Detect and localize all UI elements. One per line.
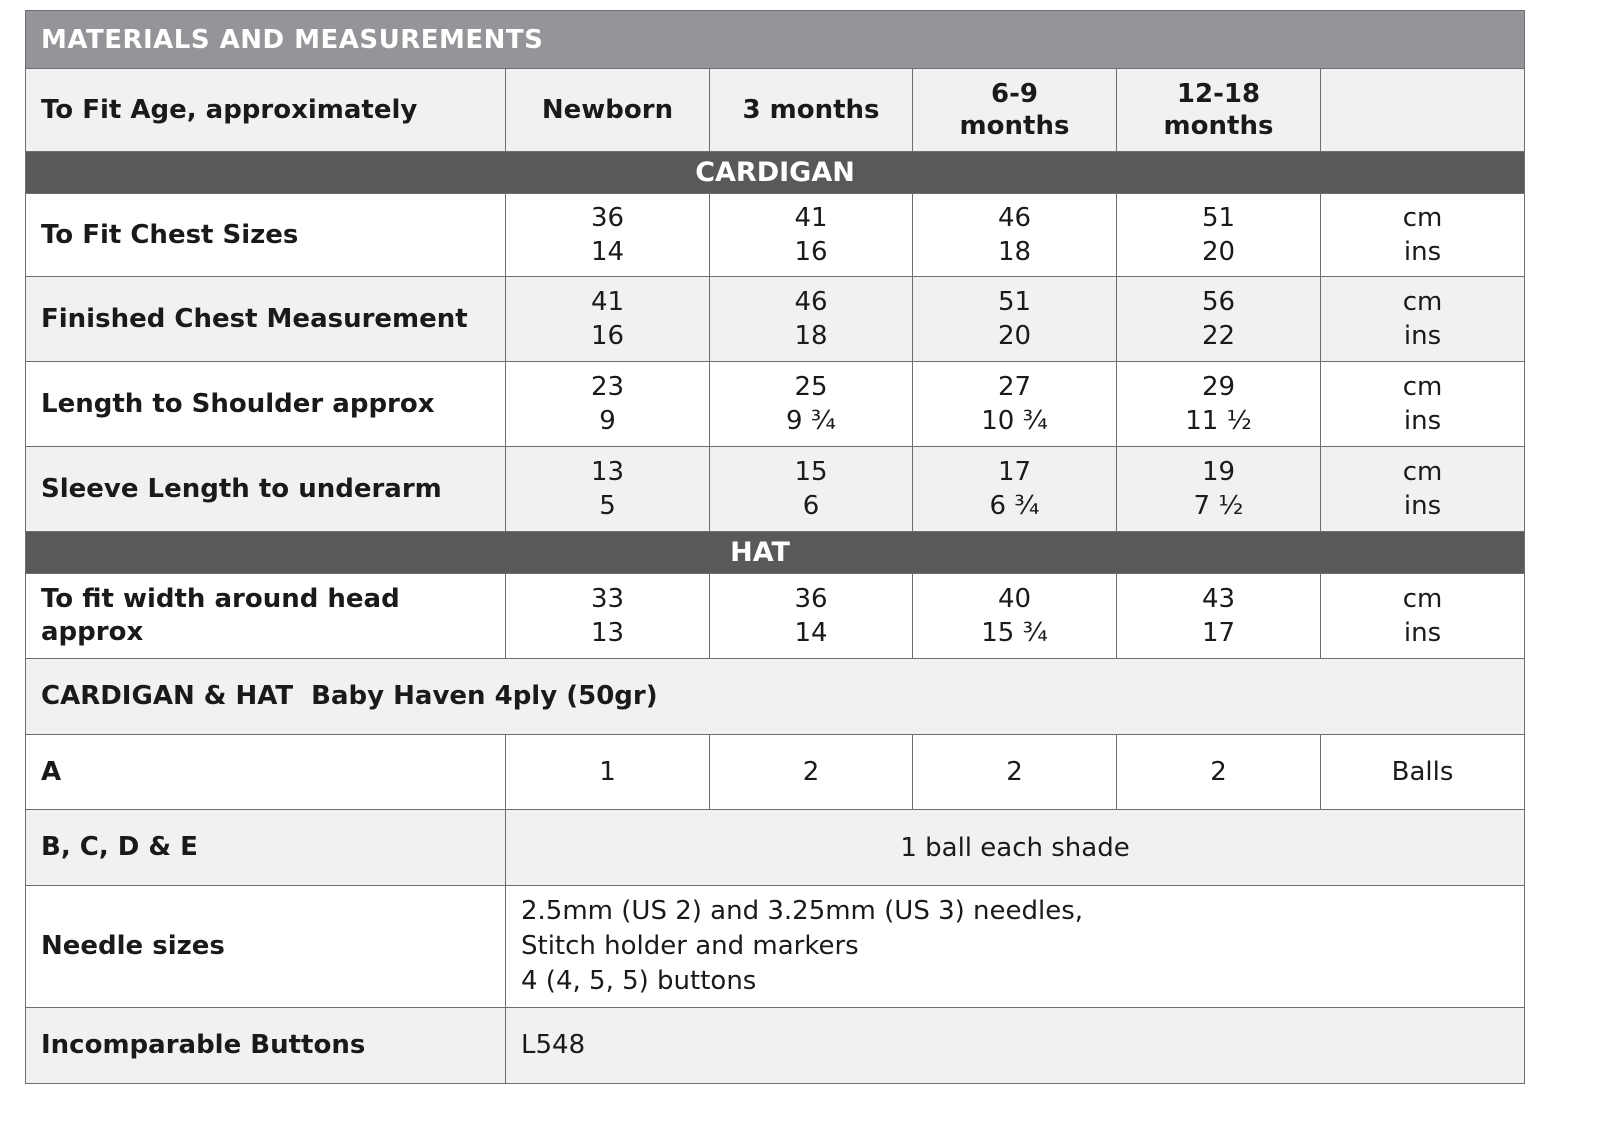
- unit-cell: Balls: [1321, 735, 1525, 810]
- needles-line: Stitch holder and markers: [521, 931, 859, 961]
- yarn-heading-row: [26, 659, 1525, 735]
- table-cell: 15 6: [710, 447, 913, 532]
- size-header-3-months: 3 months: [710, 69, 913, 152]
- table-row: [26, 362, 1525, 447]
- table-cell: 25 9 ¾: [710, 362, 913, 447]
- table-cell: 13 5: [506, 447, 710, 532]
- unit-cell: cm ins: [1321, 277, 1525, 362]
- table-cell: 19 7 ½: [1117, 447, 1321, 532]
- needles-line: 4 (4, 5, 5) buttons: [521, 966, 757, 996]
- table-cell: 33 13: [506, 574, 710, 659]
- row-label: Finished Chest Measurement: [26, 277, 506, 362]
- row-label: Incomparable Buttons: [26, 1008, 506, 1084]
- table-cell: 36 14: [710, 574, 913, 659]
- table-cell: 17 6 ¾: [913, 447, 1117, 532]
- table-cell: 56 22: [1117, 277, 1321, 362]
- table-cell: 46 18: [913, 194, 1117, 277]
- table-row: [26, 277, 1525, 362]
- table-title: MATERIALS AND MEASUREMENTS: [26, 11, 1525, 69]
- hat-section-row: [26, 532, 1525, 574]
- row-label: To Fit Chest Sizes: [26, 194, 506, 277]
- table-row: [26, 194, 1525, 277]
- table-cell: 41 16: [506, 277, 710, 362]
- table-cell: 51 20: [913, 277, 1117, 362]
- unit-cell: cm ins: [1321, 362, 1525, 447]
- table-cell: 2: [710, 735, 913, 810]
- row-label: A: [26, 735, 506, 810]
- table-cell: 23 9: [506, 362, 710, 447]
- row-label: Length to Shoulder approx: [26, 362, 506, 447]
- section-title-hat: HAT: [26, 532, 1525, 574]
- age-header-label: To Fit Age, approximately: [26, 69, 506, 152]
- needles-line: 2.5mm (US 2) and 3.25mm (US 3) needles,: [521, 896, 1084, 926]
- title-row: [26, 11, 1525, 69]
- cardigan-section-row: [26, 152, 1525, 194]
- table-cell: 41 16: [710, 194, 913, 277]
- table-row: [26, 447, 1525, 532]
- row-label: Needle sizes: [26, 886, 506, 1008]
- materials-measurements-table: [25, 10, 1525, 1084]
- needles-details: [506, 886, 1525, 1008]
- materials-measurements-table-container: [25, 10, 1524, 1084]
- buttons-value: L548: [506, 1008, 1525, 1084]
- table-cell: 27 10 ¾: [913, 362, 1117, 447]
- unit-header-empty: [1321, 69, 1525, 152]
- row-label: Sleeve Length to underarm: [26, 447, 506, 532]
- row-label: B, C, D & E: [26, 810, 506, 886]
- unit-cell: cm ins: [1321, 447, 1525, 532]
- table-cell: 1 ball each shade: [506, 810, 1525, 886]
- table-cell: 43 17: [1117, 574, 1321, 659]
- table-cell: 2: [913, 735, 1117, 810]
- table-row: [26, 886, 1525, 1008]
- table-cell: 51 20: [1117, 194, 1321, 277]
- size-header-newborn: Newborn: [506, 69, 710, 152]
- table-cell: 46 18: [710, 277, 913, 362]
- table-row: [26, 1008, 1525, 1084]
- table-row: [26, 810, 1525, 886]
- section-title-cardigan: CARDIGAN: [26, 152, 1525, 194]
- table-row: [26, 574, 1525, 659]
- unit-cell: cm ins: [1321, 194, 1525, 277]
- table-row: [26, 735, 1525, 810]
- table-cell: 40 15 ¾: [913, 574, 1117, 659]
- unit-cell: cm ins: [1321, 574, 1525, 659]
- row-label: To fit width around head approx: [26, 574, 506, 659]
- table-cell: 2: [1117, 735, 1321, 810]
- table-cell: 29 11 ½: [1117, 362, 1321, 447]
- age-header-row: [26, 69, 1525, 152]
- size-header-6-9-months: 6-9 months: [913, 69, 1117, 152]
- table-cell: 36 14: [506, 194, 710, 277]
- table-cell: 1: [506, 735, 710, 810]
- size-header-12-18-months: 12-18 months: [1117, 69, 1321, 152]
- yarn-heading: CARDIGAN & HAT Baby Haven 4ply (50gr): [26, 659, 1525, 735]
